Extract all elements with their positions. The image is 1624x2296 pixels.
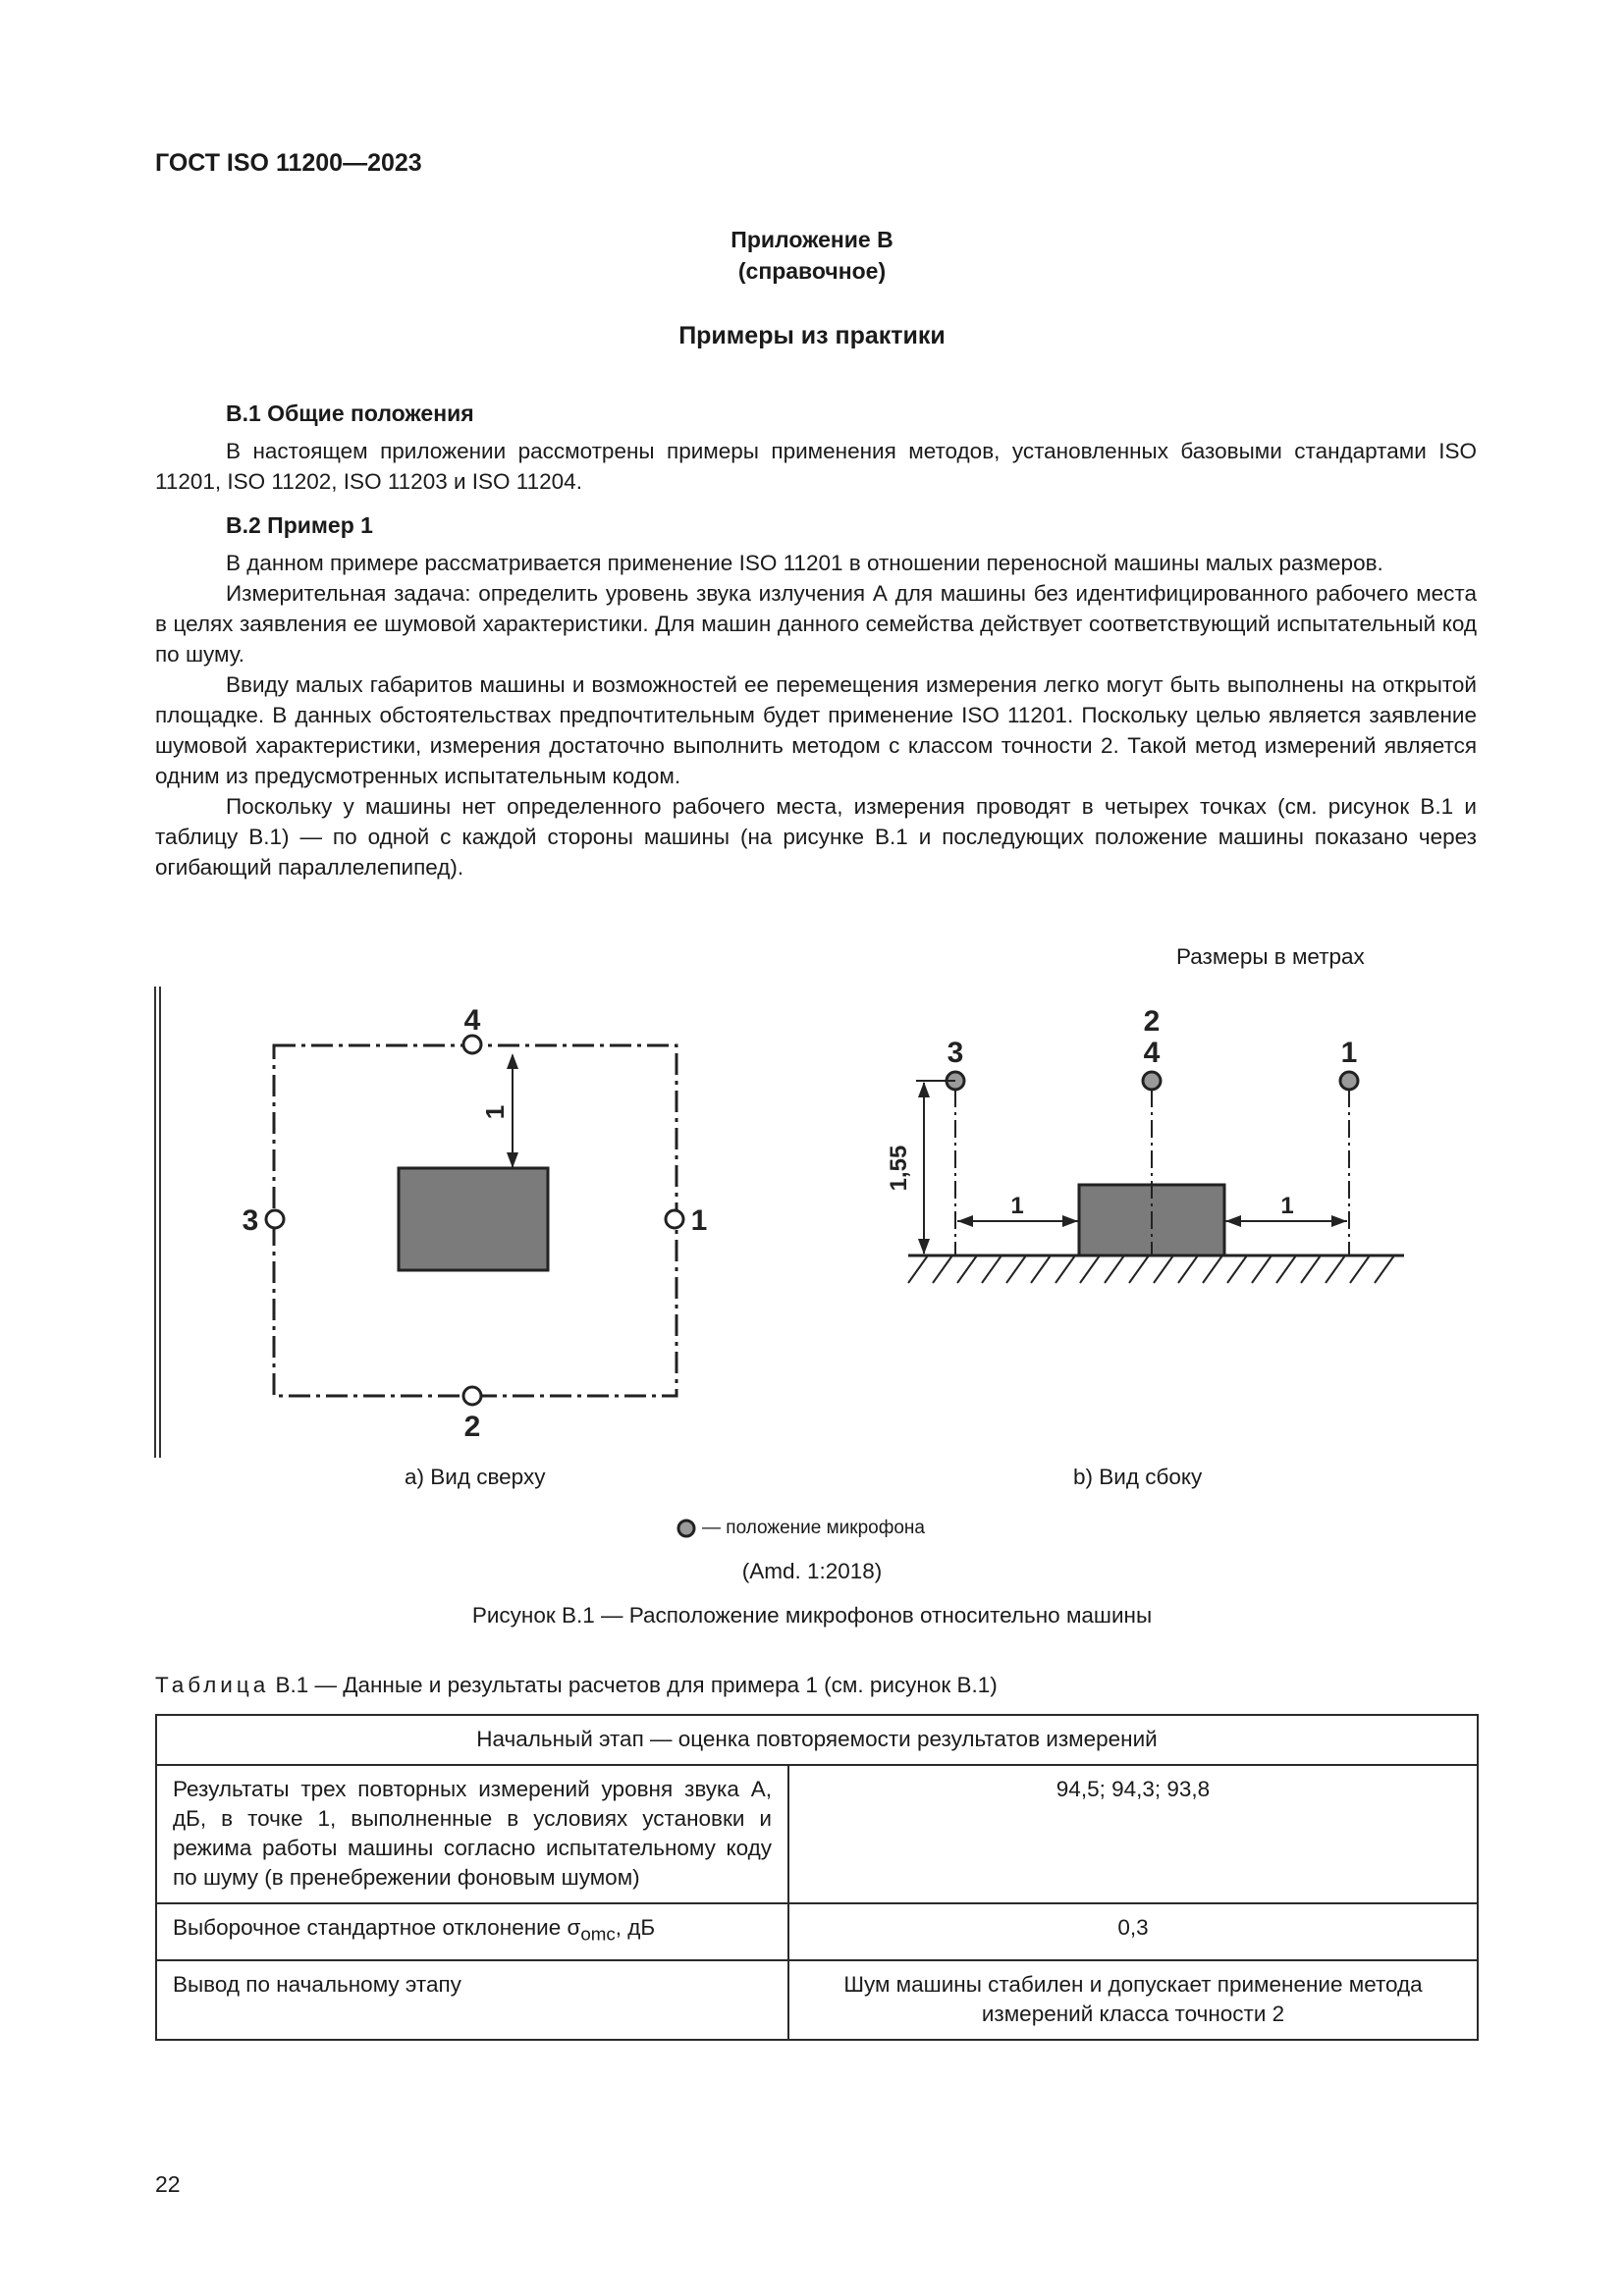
top-view-caption: а) Вид сверху xyxy=(405,1465,546,1489)
label-1: 1 xyxy=(690,1204,708,1237)
row-value: 94,5; 94,3; 93,8 xyxy=(788,1765,1478,1903)
figure-caption: Рисунок В.1 — Расположение микрофонов относительно машины xyxy=(471,1603,1153,1628)
figure-b1 xyxy=(152,987,1429,1507)
row-label: Вывод по начальному этапу xyxy=(156,1960,788,2040)
mic-position-1-side xyxy=(1340,1072,1358,1090)
ground-hatching xyxy=(908,1255,1394,1283)
table-header-row xyxy=(156,1715,1478,1765)
table-row xyxy=(156,1903,1478,1960)
section-1-title: В.1 Общие положения xyxy=(226,400,474,426)
label-1-side: 1 xyxy=(1340,1037,1358,1069)
amendment-note: (Amd. 1:2018) xyxy=(741,1559,883,1583)
section-2-body xyxy=(155,548,1477,882)
mic-position-2 xyxy=(463,1387,481,1405)
label-3-side: 3 xyxy=(947,1037,964,1069)
annex-title: Приложение В xyxy=(731,227,893,252)
section-2-title: В.2 Пример 1 xyxy=(226,512,373,538)
height-label: 1,55 xyxy=(886,1145,912,1192)
table-header-cell: Начальный этап — оценка повторяемости результатов измерений xyxy=(156,1715,1478,1765)
paragraph: Измерительная задача: определить уровень звука излучения А для машины без идентифицированного рабочего места в целях заявления ее шумовой характеристики. Для машин данного семейства действует соответствующий испытательный код по шуму. xyxy=(155,581,1477,667)
mic-position-3 xyxy=(266,1210,284,1228)
row-label xyxy=(156,1903,788,1960)
paragraph: Поскольку у машины нет определенного рабочего места, измерения проводят в четырех точках (см. рисунок В.1 и таблицу В.1) — по одной с каждой стороны машины (на рисунке В.1 и последующих положение машины показано через огибающий параллелепипед). xyxy=(155,794,1477,880)
table-caption-prefix: Таблица xyxy=(155,1673,270,1697)
table-row xyxy=(156,1960,1478,2040)
row-label-subscript: omc xyxy=(580,1923,616,1945)
results-table xyxy=(155,1714,1479,2041)
dimension-label: 1 xyxy=(480,1104,510,1120)
annex-heading: Примеры из практики xyxy=(678,322,946,349)
dimensions-note: Размеры в метрах xyxy=(1176,944,1365,969)
mic-position-1 xyxy=(666,1210,683,1228)
row-label: Результаты трех повторных измерений уровня звука А, дБ, в точке 1, выполненные в условиях установки и режима работы машины согласно испытательному коду по шуму (в пренебрежении фоновым шумом) xyxy=(156,1765,788,1903)
mic-position-2-4-side xyxy=(1143,1072,1161,1090)
paragraph: В настоящем приложении рассмотрены примеры применения методов, установленных базовыми стандартами ISO 11201, ISO 11202, ISO 11203 и ISO 11204. xyxy=(155,439,1477,494)
figure-legend xyxy=(675,1517,925,1540)
microphone-position-icon xyxy=(675,1517,698,1540)
machine-box xyxy=(399,1168,548,1270)
label-4: 4 xyxy=(463,1004,481,1037)
legend-text: — положение микрофона xyxy=(702,1518,925,1538)
row-label-main: Выборочное стандартное отклонение σ xyxy=(173,1915,581,1940)
dim-left-label: 1 xyxy=(1010,1193,1024,1219)
label-4-side: 4 xyxy=(1143,1037,1161,1069)
row-label-tail: , дБ xyxy=(615,1915,656,1940)
annex-subtitle: (справочное) xyxy=(737,258,887,284)
paragraph: Ввиду малых габаритов машины и возможностей ее перемещения измерения легко могут быть выполнены на открытой площадке. В данных обстоятельствах предпочтительным будет применение ISO 11201. Поскольку целью является заявление шумовой характеристики, измерения достаточно выполнить методом с классом точности 2. Такой метод измерений является одним из предусмотренных испытательным кодом. xyxy=(155,672,1477,788)
top-view-diagram xyxy=(243,1004,708,1443)
label-2: 2 xyxy=(463,1411,481,1443)
dim-right-label: 1 xyxy=(1280,1193,1294,1219)
side-view-caption: b) Вид сбоку xyxy=(1073,1465,1203,1489)
mic-position-4 xyxy=(463,1036,481,1053)
side-view-diagram xyxy=(886,1005,1404,1283)
page-number: 22 xyxy=(155,2171,181,2197)
section-1-body xyxy=(155,436,1477,497)
table-row xyxy=(156,1765,1478,1903)
label-3: 3 xyxy=(242,1204,259,1237)
label-2-side: 2 xyxy=(1143,1005,1161,1038)
table-caption-text: В.1 — Данные и результаты расчетов для примера 1 (см. рисунок В.1) xyxy=(269,1673,998,1697)
table-caption xyxy=(155,1673,998,1698)
document-header: ГОСТ ISO 11200—2023 xyxy=(155,149,422,177)
paragraph: В данном примере рассматривается применение ISO 11201 в отношении переносной машины малых размеров. xyxy=(226,551,1383,575)
row-value: 0,3 xyxy=(788,1903,1478,1960)
row-value: Шум машины стабилен и допускает применение метода измерений класса точности 2 xyxy=(788,1960,1478,2040)
